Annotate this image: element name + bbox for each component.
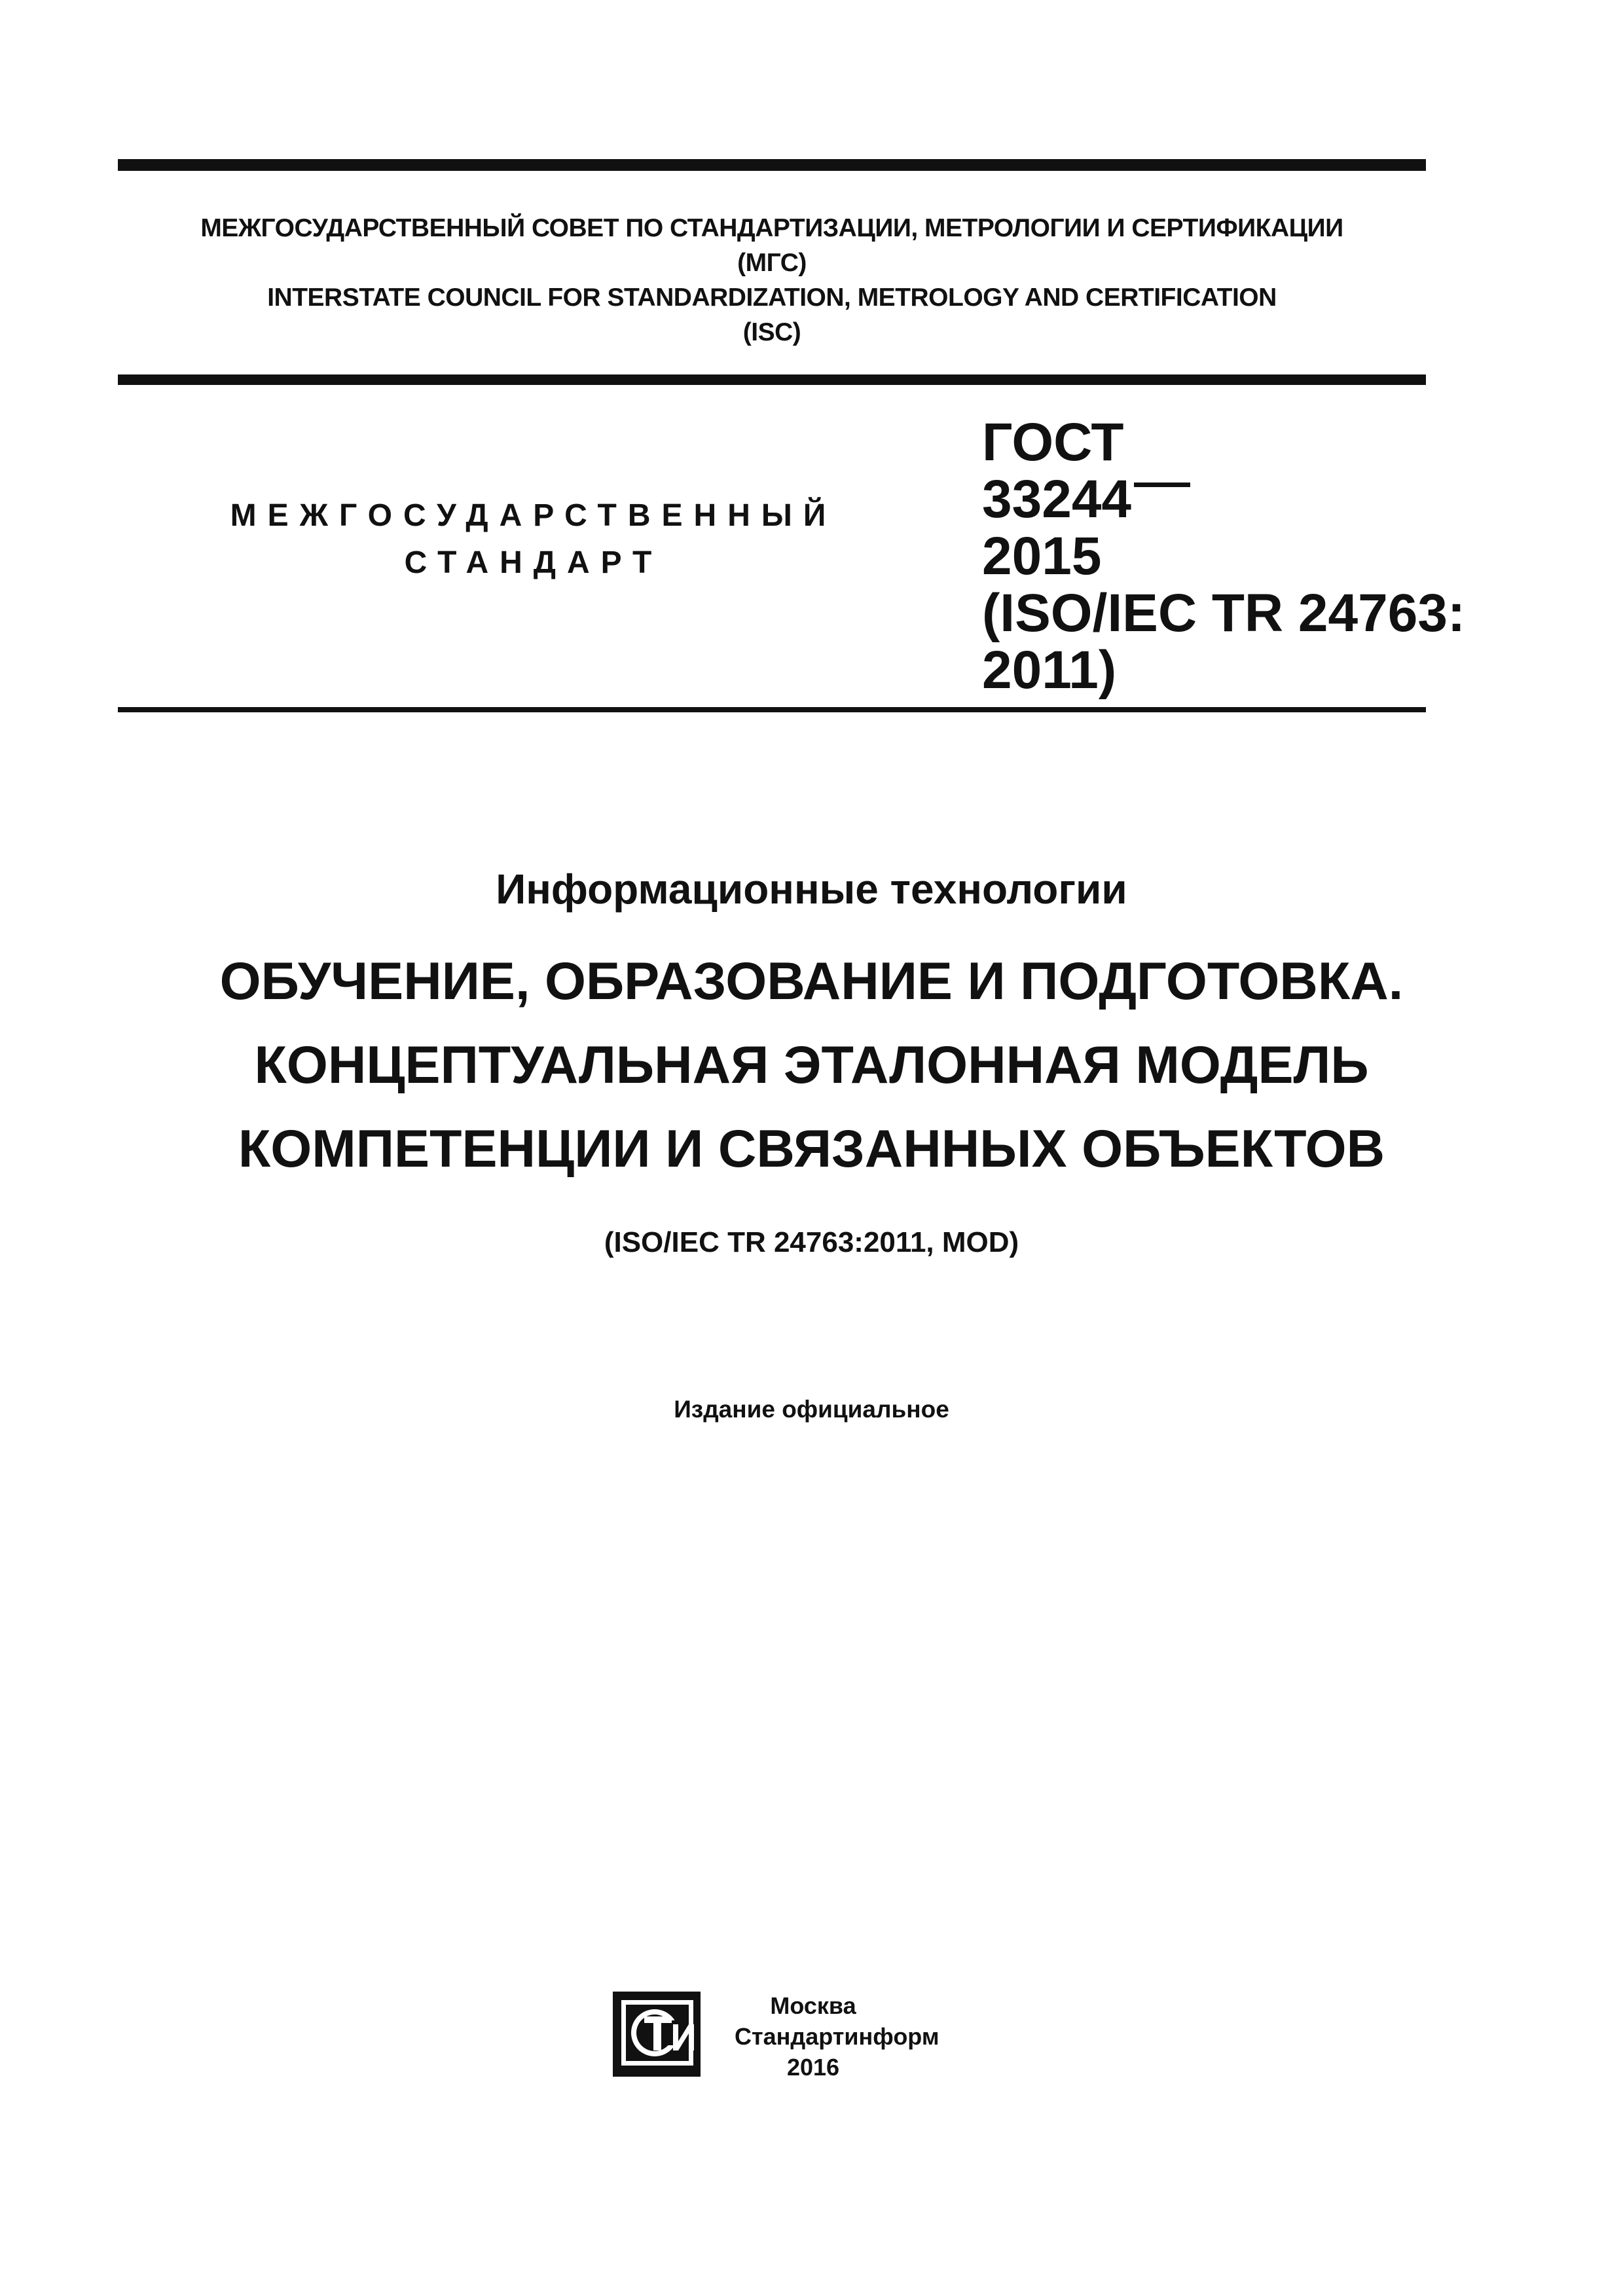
designation-number-row [982,471,1465,528]
publisher-city: Москва [770,1992,856,2019]
council-abbr-en: (ISC) [742,318,801,346]
iso-reference: (ISO/IEC TR 24763:2011, MOD) [604,1226,1019,1258]
edition-label: Издание официальное [674,1396,949,1423]
top-rule [118,159,1426,171]
council-header [118,211,1426,350]
designation-dash [1134,483,1190,487]
designation-iso-ref: (ISO/IEC TR 24763: [982,583,1466,643]
publisher-block [735,1990,939,2083]
title-line-3: КОМПЕТЕНЦИИ И СВЯЗАННЫХ ОБЪЕКТОВ [238,1120,1385,1178]
designation-year: 2015 [982,526,1102,586]
standard-designation [982,414,1465,699]
standartinform-logo-icon [611,1990,702,2078]
standard-type [196,492,871,587]
publisher-name: Стандартинформ [735,2023,939,2050]
designation-number: 33244 [982,469,1132,529]
title-line-1: ОБУЧЕНИЕ, ОБРАЗОВАНИЕ И ПОДГОТОВКА. [219,952,1404,1011]
council-name-en: INTERSTATE COUNCIL FOR STANDARDIZATION, METROLOGY AND CERTIFICATION [267,283,1277,312]
standard-type-line-2: СТАНДАРТ [404,545,663,580]
title-line-2: КОНЦЕПТУАЛЬНАЯ ЭТАЛОННАЯ МОДЕЛЬ [254,1036,1369,1095]
designation-rule [118,707,1426,712]
document-title [0,939,1623,1191]
publication-year: 2016 [786,2054,840,2081]
council-name-ru: МЕЖГОСУДАРСТВЕННЫЙ СОВЕТ ПО СТАНДАРТИЗАЦИИ, МЕТРОЛОГИИ И СЕРТИФИКАЦИИ [200,214,1343,242]
series-title: Информационные технологии [496,866,1127,913]
designation-prefix: ГОСТ [982,412,1124,472]
standard-type-line-1: МЕЖГОСУДАРСТВЕННЫЙ [230,498,837,533]
designation-iso-year: 2011) [982,640,1117,700]
header-rule [118,374,1426,385]
council-abbr-ru: (МГС) [737,249,807,277]
